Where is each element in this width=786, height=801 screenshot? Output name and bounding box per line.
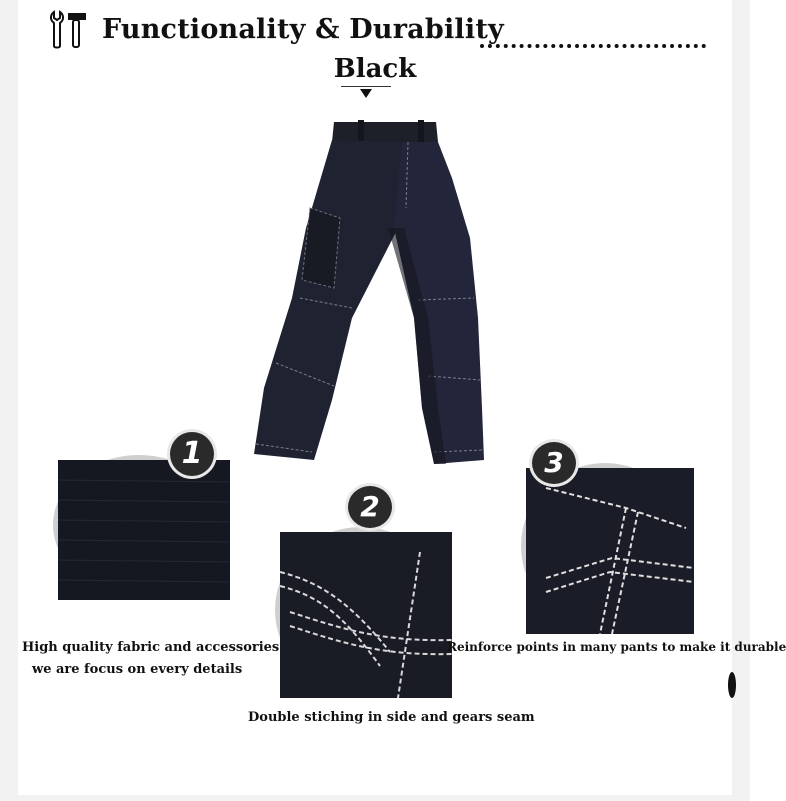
detail-caption: Reinforce points in many pants to make it durable — [447, 640, 786, 654]
color-label: Black — [333, 54, 417, 84]
detail-number-badge: 2 — [348, 486, 392, 528]
detail-number-badge: 3 — [532, 442, 576, 484]
color-underline — [341, 86, 391, 87]
detail-double-stitching-closeup — [275, 527, 447, 693]
section-title: Functionality & Durability — [102, 14, 504, 45]
detail-caption: Double stiching in side and gears seam — [248, 710, 535, 725]
bottom-border — [0, 795, 750, 801]
dotted-divider — [480, 24, 706, 48]
edge-mark — [728, 672, 736, 698]
detail-caption: we are focus on every details — [32, 662, 243, 677]
detail-fabric-closeup — [53, 455, 225, 595]
down-arrow-icon — [360, 89, 372, 98]
wrench-hammer-icon — [48, 10, 92, 50]
detail-caption: High quality fabric and accessories — [22, 640, 280, 655]
product-image-pants — [248, 118, 492, 474]
left-border — [0, 0, 18, 801]
detail-number-badge: 1 — [170, 432, 214, 476]
section-header — [48, 8, 728, 52]
detail-reinforced-points-closeup — [521, 463, 689, 629]
